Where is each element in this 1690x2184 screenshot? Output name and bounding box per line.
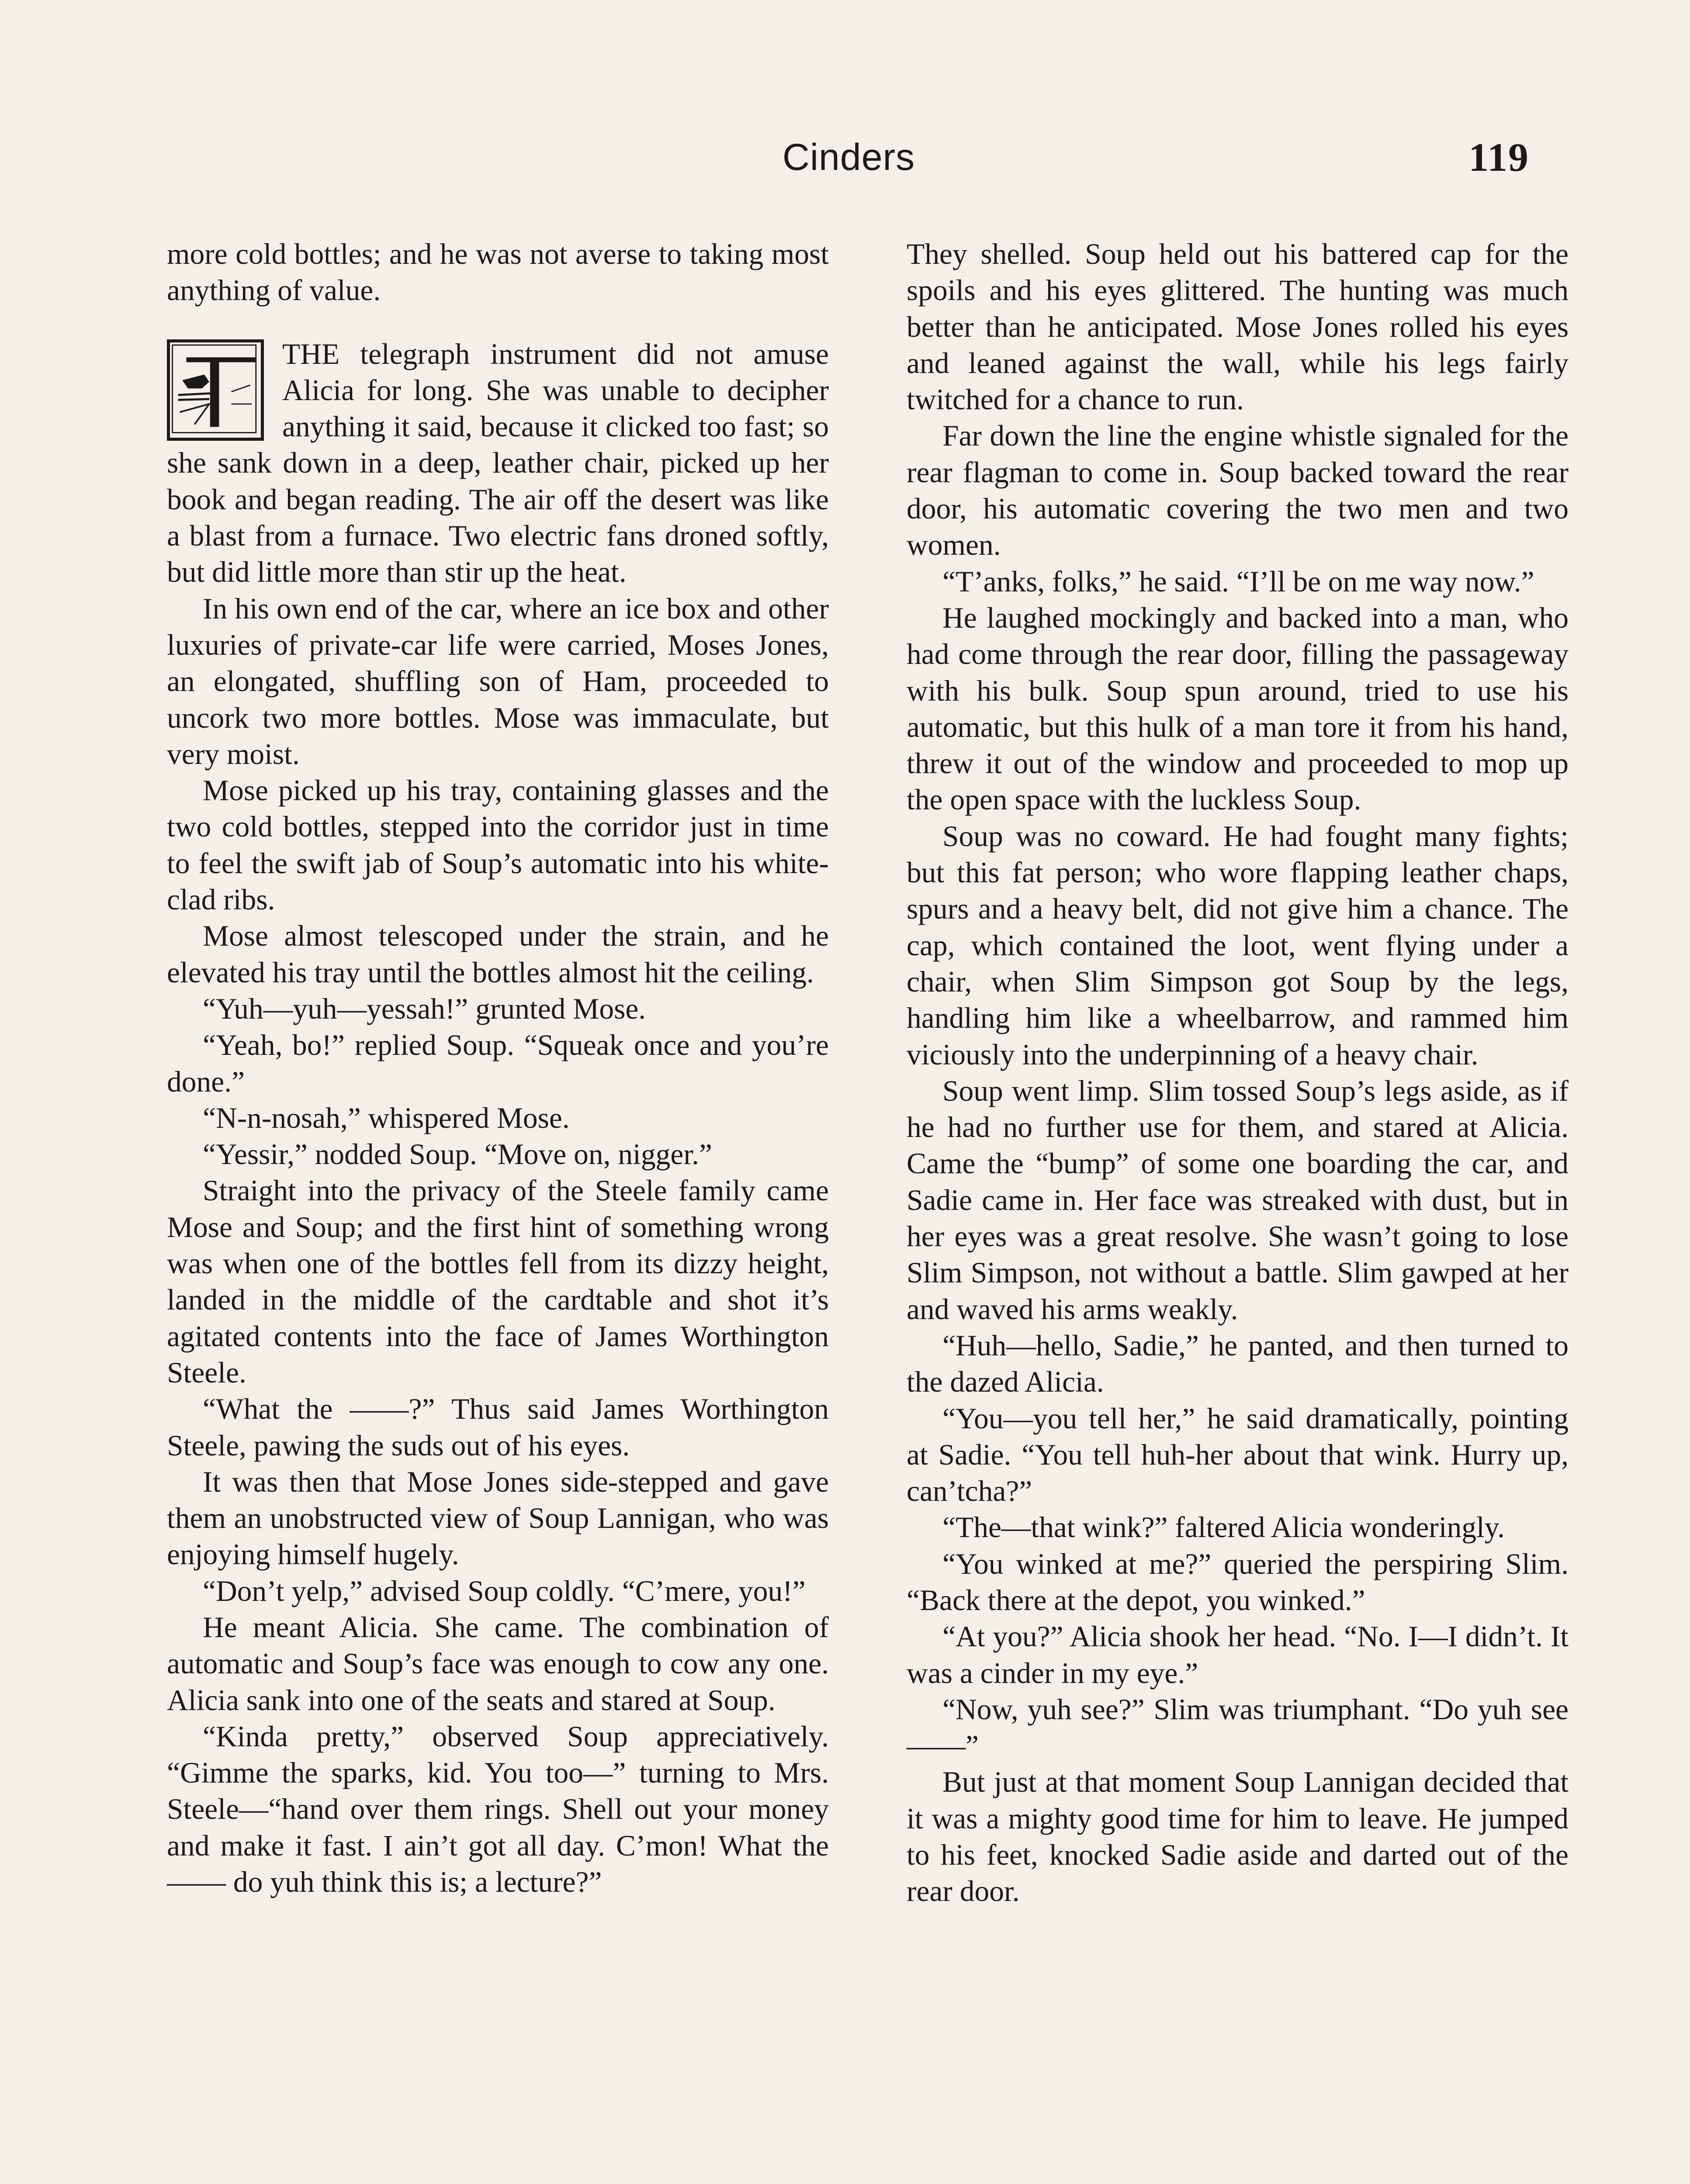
paragraph: Mose almost telescoped under the strain, and he elevated his tray until the bottles almost hit the ceiling. (167, 919, 829, 989)
paragraph: “The—that wink?” faltered Alicia wonderingly. (942, 1511, 1505, 1544)
paragraph: In his own end of the car, where an ice box and other luxuries of private-car life were carried, Moses Jones, an elongated, shuffling son of Ham, proceeded to uncork two more bottles. Mose was immaculate, but very moist. (167, 592, 829, 771)
paragraph: Soup was no coward. He had fought many fights; but this fat person; who wore flapping leather chaps, spurs and a heavy belt, did not give him a chance. The cap, which contained the loot, went flying under a chair, when Slim Simpson got Soup by the legs, handling him like a wheelbarrow, and rammed him viciously into the underpinning of a heavy chair. (907, 819, 1569, 1071)
paragraph: Far down the line the engine whistle signaled for the rear flagman to come in. Soup backed toward the rear door, his automatic covering the two men and two women. (907, 419, 1569, 562)
paragraph: “Yessir,” nodded Soup. “Move on, nigger.” (203, 1138, 712, 1171)
left-column (167, 236, 829, 1900)
paragraph: “Huh—hello, Sadie,” he panted, and then turned to the dazed Alicia. (907, 1329, 1569, 1399)
paragraph: He meant Alicia. She came. The combination of automatic and Soup’s face was enough to cow any one. Alicia sank into one of the seats and stared at Soup. (167, 1610, 829, 1717)
right-column (907, 236, 1569, 1910)
paragraph: Mose picked up his tray, containing glasses and the two cold bottles, stepped into the corridor just in time to feel the swift jab of Soup’s automatic into his white-clad ribs. (167, 774, 829, 916)
paragraph: Straight into the privacy of the Steele family came Mose and Soup; and the first hint of something wrong was when one of the bottles fell from its dizzy height, landed in the middle of the cardtable and shot it’s agitated contents into the face of James Worthington Steele. (167, 1174, 829, 1389)
paragraph: “Don’t yelp,” advised Soup coldly. “C’mere, you!” (203, 1574, 806, 1607)
paragraph: But just at that moment Soup Lannigan decided that it was a mighty good time for him to leave. He jumped to his feet, knocked Sadie aside and darted out of the rear door. (907, 1766, 1569, 1908)
paragraph: “Yuh—yuh—yessah!” grunted Mose. (203, 992, 646, 1025)
paragraph: Soup went limp. Slim tossed Soup’s legs aside, as if he had no further use for them, and stared at Alicia. Came the “bump” of some one boarding the car, and Sadie came in. Her face was streaked with dust, but in her eyes was a great resolve. She wasn’t going to lose Slim Simpson, not without a battle. Slim gawped at her and waved his arms weakly. (907, 1074, 1569, 1326)
decorative-drop-cap-icon (167, 339, 264, 441)
paragraph: “At you?” Alicia shook her head. “No. I—I didn’t. It was a cinder in my eye.” (907, 1620, 1569, 1690)
paragraph: “N-n-nosah,” whispered Mose. (203, 1101, 570, 1134)
paragraph: “Now, yuh see?” Slim was triumphant. “Do yuh see——” (907, 1693, 1569, 1762)
paragraph: “You—you tell her,” he said dramatically, pointing at Sadie. “You tell huh-her about that wink. Hurry up, can’tcha?” (907, 1402, 1569, 1508)
paragraph: It was then that Mose Jones side-stepped and gave them an unobstructed view of Soup Lannigan, who was enjoying himself hugely. (167, 1465, 829, 1571)
paragraph: “You winked at me?” queried the perspiring Slim. “Back there at the depot, you winked.” (907, 1547, 1569, 1617)
paragraph: more cold bottles; and he was not averse to taking most anything of value. (167, 238, 829, 307)
page-header (168, 131, 1529, 197)
page-number: 119 (1468, 135, 1529, 180)
paragraph: “Kinda pretty,” observed Soup appreciatively. “Gimme the sparks, kid. You too—” turning to Mrs. Steele—“hand over them rings. Shell out your money and make it fast. I ain’t got all day. C’mon! What the —— do yuh think this is; a lecture?” (167, 1720, 829, 1899)
paragraph-text: THE telegraph instrument did not amuse Alicia for long. She was unable to decipher anything it said, because it clicked too fast; so she sank down in a deep, leather chair, picked up her book and began reading. The air off the desert was like a blast from a furnace. Two electric fans droned softly, but did little more than stir up the heat. (167, 337, 829, 589)
paragraph: “What the ——?” Thus said James Worthington Steele, pawing the suds out of his eyes. (167, 1393, 829, 1462)
paragraph: They shelled. Soup held out his battered cap for the spoils and his eyes glittered. The hunting was much better than he anticipated. Mose Jones rolled his eyes and leaned against the wall, while his legs fairly twitched for a chance to run. (907, 238, 1569, 416)
paragraph: He laughed mockingly and backed into a man, who had come through the rear door, filling the passageway with his bulk. Soup spun around, tried to use his automatic, but this hulk of a man tore it from his hand, threw it out of the window and proceeded to mop up the open space with the luckless Soup. (907, 601, 1569, 816)
paragraph-with-drop-cap (167, 336, 829, 591)
paragraph: “Yeah, bo!” replied Soup. “Squeak once and you’re done.” (167, 1029, 829, 1098)
paragraph: “T’anks, folks,” he said. “I’ll be on me way now.” (942, 565, 1534, 598)
running-title: Cinders (782, 136, 915, 178)
